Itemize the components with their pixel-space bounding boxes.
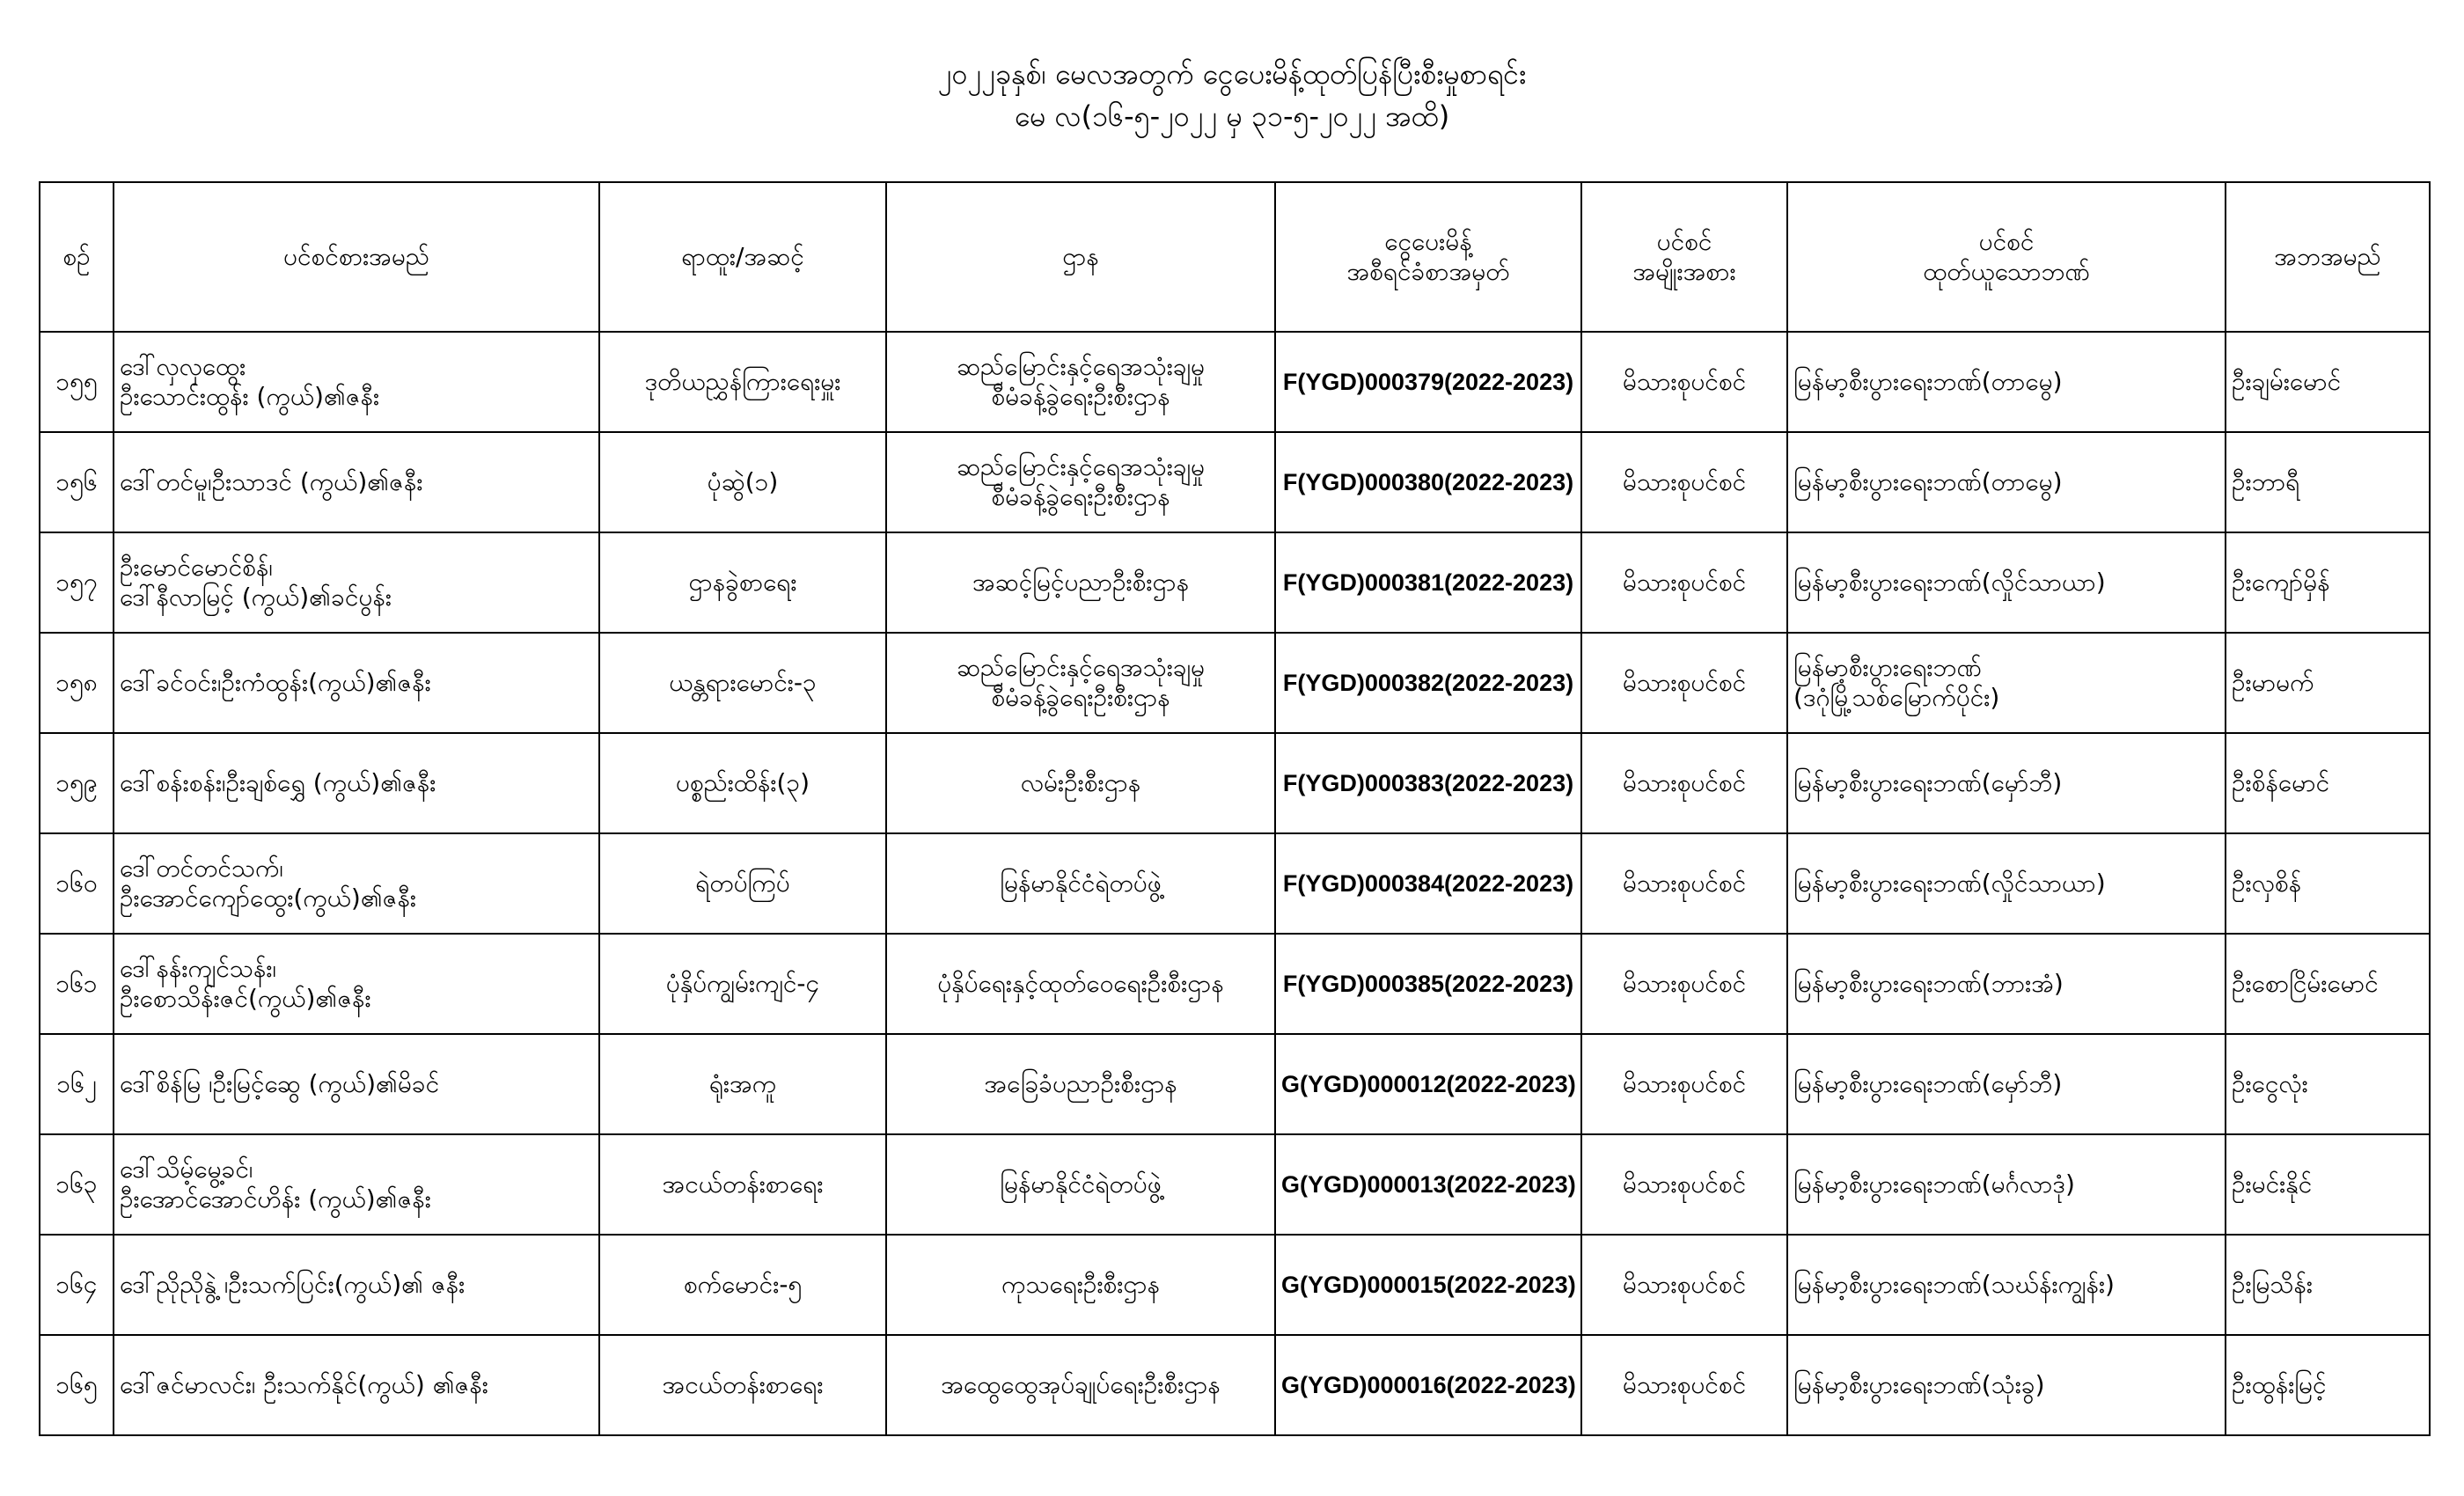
- cell-pensioner-name-text: ဒေါ်ညိုညိုနွဲ့ ၊ဦးသက်ပြင်း(ကွယ်)၏ ဇနီး: [120, 1270, 466, 1299]
- cell-pension-type: [1581, 934, 1787, 1034]
- cell-department: [886, 432, 1275, 532]
- cell-pensioner-name-text: ဦးမောင်မောင်စိန်၊: [120, 553, 273, 582]
- cell-no: [40, 432, 114, 532]
- header-bank: ပင်စင် ထုတ်ယူသောဘဏ်: [1787, 182, 2226, 332]
- cell-payment-order: [1275, 1034, 1581, 1134]
- cell-bank: [1787, 1335, 2226, 1435]
- header-rank: ရာထူး/အဆင့်: [599, 182, 886, 332]
- cell-pensioner-name: [114, 833, 599, 934]
- cell-bank-text: (ဒဂုံမြို့သစ်မြောက်ပိုင်း): [1793, 683, 2000, 712]
- cell-pension-type: [1581, 532, 1787, 633]
- cell-father-name-text: ဦးလှစိန်: [2232, 869, 2302, 898]
- cell-bank-text: မြန်မာ့စီးပွားရေးဘဏ်(တာမွေ): [1793, 367, 2063, 396]
- cell-father-name-text: ဦးစောငြိမ်းမောင်: [2232, 969, 2379, 998]
- cell-pension-type: [1581, 1235, 1787, 1335]
- cell-pensioner-name-text: ဦးသောင်းထွန်း (ကွယ်)၏ဇနီး: [120, 382, 380, 411]
- cell-pension-type: [1581, 733, 1787, 833]
- cell-no-text: ၁၆၀: [55, 869, 98, 898]
- cell-no: [40, 532, 114, 633]
- table-row: [40, 833, 2430, 934]
- header-row: [40, 182, 2430, 332]
- cell-rank: [599, 532, 886, 633]
- cell-father-name-text: ဦးငွေလုံး: [2232, 1069, 2308, 1098]
- cell-payment-order-text: G(YGD)000013(2022-2023): [1281, 1171, 1576, 1198]
- cell-department-text: စီမံခန့်ခွဲရေးဦးစီးဌာန: [991, 482, 1170, 511]
- cell-payment-order: [1275, 633, 1581, 733]
- cell-pension-type: [1581, 633, 1787, 733]
- cell-father-name-text: ဦးမာမက်: [2232, 668, 2314, 697]
- cell-no: [40, 1335, 114, 1435]
- cell-department: [886, 1134, 1275, 1235]
- cell-department-text: ဆည်မြောင်းနှင့်ရေအသုံးချမှု: [956, 653, 1206, 682]
- cell-bank-text: မြန်မာ့စီးပွားရေးဘဏ်(မှော်ဘီ): [1793, 1069, 2063, 1098]
- cell-father-name-text: ဦးချမ်းမောင်: [2232, 367, 2342, 396]
- header-payment-order: ငွေပေးမိန့် အစီရင်ခံစာအမှတ်: [1275, 182, 1581, 332]
- cell-payment-order-text: F(YGD)000379(2022-2023): [1282, 369, 1574, 395]
- document-subtitle: မေ လ(၁၆-၅-၂၀၂၂ မှ ၃၁-၅-၂၀၂၂ အထိ): [1014, 99, 1450, 133]
- cell-bank: [1787, 332, 2226, 432]
- cell-payment-order-text: G(YGD)000015(2022-2023): [1281, 1272, 1576, 1298]
- cell-rank: [599, 1335, 886, 1435]
- cell-pension-type-text: မိသားစုပင်စင်: [1622, 467, 1747, 496]
- cell-father-name: [2226, 934, 2430, 1034]
- cell-father-name: [2226, 633, 2430, 733]
- cell-father-name-text: ဦးထွန်းမြင့်: [2232, 1370, 2327, 1399]
- cell-pension-type: [1581, 833, 1787, 934]
- table-row: [40, 733, 2430, 833]
- table-row: [40, 1034, 2430, 1134]
- cell-pension-type-text: မိသားစုပင်စင်: [1622, 568, 1747, 597]
- cell-pension-type-text: မိသားစုပင်စင်: [1622, 1170, 1747, 1199]
- cell-rank-text: ယန္တရားမောင်း-၃: [669, 668, 817, 697]
- cell-father-name: [2226, 1134, 2430, 1235]
- cell-pensioner-name: [114, 1335, 599, 1435]
- cell-payment-order: [1275, 532, 1581, 633]
- cell-no: [40, 733, 114, 833]
- cell-pensioner-name-text: ဒေါ်သိမ့်မွေ့ခင်၊: [120, 1155, 253, 1184]
- table-row: [40, 934, 2430, 1034]
- table-row: [40, 532, 2430, 633]
- cell-bank: [1787, 733, 2226, 833]
- cell-payment-order: [1275, 1134, 1581, 1235]
- cell-pensioner-name-text: ဒေါ်စန်းစန်း၊ဦးချစ်ရွှေ (ကွယ်)၏ဇနီး: [120, 768, 436, 797]
- cell-payment-order-text: F(YGD)000380(2022-2023): [1282, 469, 1574, 495]
- cell-department-text: ဆည်မြောင်းနှင့်ရေအသုံးချမှု: [956, 352, 1206, 381]
- cell-department-text: စီမံခန့်ခွဲရေးဦးစီးဌာန: [991, 382, 1170, 411]
- cell-department-text: ကုသရေးဦးစီးဌာန: [1001, 1270, 1160, 1299]
- cell-pension-type: [1581, 332, 1787, 432]
- cell-rank: [599, 1235, 886, 1335]
- table-row: [40, 1235, 2430, 1335]
- cell-payment-order: [1275, 733, 1581, 833]
- cell-no-text: ၁၆၄: [55, 1270, 98, 1299]
- cell-payment-order: [1275, 432, 1581, 532]
- cell-no-text: ၁၅၅: [55, 367, 98, 396]
- cell-father-name-text: ဦးဘာရီ: [2232, 467, 2300, 496]
- cell-pensioner-name-text: ဒေါ်တင်မူ၊ဦးသာဒင် (ကွယ်)၏ဇနီး: [120, 467, 423, 496]
- cell-father-name: [2226, 833, 2430, 934]
- cell-department: [886, 1235, 1275, 1335]
- cell-rank-text: စက်မောင်း-၅: [683, 1270, 803, 1299]
- cell-rank-text: ပုံဆွဲ(၁): [707, 467, 779, 496]
- cell-rank: [599, 1034, 886, 1134]
- cell-no: [40, 332, 114, 432]
- cell-rank-text: ပစ္စည်းထိန်း(၃): [675, 768, 810, 797]
- cell-rank: [599, 332, 886, 432]
- cell-pension-type-text: မိသားစုပင်စင်: [1622, 768, 1747, 797]
- cell-department-text: မြန်မာနိုင်ငံရဲတပ်ဖွဲ့: [1000, 1170, 1162, 1199]
- cell-bank: [1787, 833, 2226, 934]
- cell-pension-type-text: မိသားစုပင်စင်: [1622, 1069, 1747, 1098]
- cell-bank-text: မြန်မာ့စီးပွားရေးဘဏ်(မှော်ဘီ): [1793, 768, 2063, 797]
- cell-department: [886, 1034, 1275, 1134]
- cell-no-text: ၁၆၃: [55, 1170, 98, 1199]
- cell-pensioner-name-text: ဦးအောင်ကျော်ထွေး(ကွယ်)၏ဇနီး: [120, 884, 417, 913]
- cell-payment-order-text: G(YGD)000012(2022-2023): [1281, 1071, 1576, 1097]
- cell-no-text: ၁၅၇: [55, 568, 98, 597]
- cell-rank-text: ဒုတိယညွှန်ကြားရေးမှူး: [644, 367, 841, 396]
- cell-pensioner-name-text: ဦးအောင်အောင်ဟိန်း (ကွယ်)၏ဇနီး: [120, 1184, 431, 1214]
- cell-department: [886, 934, 1275, 1034]
- cell-rank-text: အငယ်တန်းစာရေး: [662, 1170, 824, 1199]
- cell-bank: [1787, 1134, 2226, 1235]
- cell-rank: [599, 432, 886, 532]
- cell-department: [886, 532, 1275, 633]
- cell-department: [886, 733, 1275, 833]
- cell-pensioner-name: [114, 1034, 599, 1134]
- cell-payment-order-text: F(YGD)000385(2022-2023): [1282, 971, 1574, 997]
- cell-no-text: ၁၆၂: [56, 1069, 97, 1098]
- cell-no: [40, 1034, 114, 1134]
- cell-no: [40, 1235, 114, 1335]
- cell-department-text: ပုံနှိပ်ရေးနှင့်ထုတ်ဝေရေးဦးစီးဌာန: [937, 969, 1224, 998]
- cell-pensioner-name: [114, 1134, 599, 1235]
- cell-pensioner-name-text: ဒေါ်စိန်မြ ၊ဦးမြင့်ဆွေ (ကွယ်)၏မိခင်: [120, 1069, 440, 1098]
- header-department: ဌာန: [886, 182, 1275, 332]
- document-titles: [0, 53, 2464, 137]
- cell-pensioner-name-text: ဦးစောသိန်းဇင်(ကွယ်)၏ဇနီး: [120, 984, 371, 1013]
- table-row: [40, 432, 2430, 532]
- cell-no-text: ၁၆၅: [55, 1370, 98, 1399]
- cell-pensioner-name: [114, 1235, 599, 1335]
- cell-pensioner-name-text: ဒေါ်တင်တင်သက်၊: [120, 854, 283, 883]
- cell-pension-type: [1581, 1335, 1787, 1435]
- cell-pension-type: [1581, 1034, 1787, 1134]
- cell-no-text: ၁၆၁: [55, 969, 98, 998]
- cell-pensioner-name-text: ဒေါ်နန်းကျင်သန်း၊: [120, 954, 276, 983]
- cell-bank: [1787, 532, 2226, 633]
- cell-department-text: လမ်းဦးစီးဌာန: [1020, 768, 1141, 797]
- cell-pensioner-name: [114, 733, 599, 833]
- cell-pensioner-name-text: ဒေါ်နီလာမြင့် (ကွယ်)၏ခင်ပွန်း: [120, 583, 392, 612]
- cell-father-name-text: ဦးမြသိန်း: [2232, 1270, 2314, 1299]
- table-row: [40, 332, 2430, 432]
- cell-rank-text: ရုံးအကူ: [708, 1069, 777, 1098]
- cell-payment-order: [1275, 833, 1581, 934]
- cell-pensioner-name: [114, 532, 599, 633]
- cell-department-text: ဆည်မြောင်းနှင့်ရေအသုံးချမှု: [956, 452, 1206, 481]
- cell-no: [40, 1134, 114, 1235]
- cell-father-name-text: ဦးစိန်မောင်: [2232, 768, 2330, 797]
- cell-pension-type-text: မိသားစုပင်စင်: [1622, 367, 1747, 396]
- cell-payment-order: [1275, 332, 1581, 432]
- cell-department: [886, 1335, 1275, 1435]
- table-row: [40, 633, 2430, 733]
- cell-no: [40, 633, 114, 733]
- cell-bank: [1787, 1235, 2226, 1335]
- cell-bank-text: မြန်မာ့စီးပွားရေးဘဏ်: [1793, 653, 1982, 682]
- header-pensioner-name: ပင်စင်စားအမည်: [114, 182, 599, 332]
- cell-father-name-text: ဦးကျော်မှိန်: [2232, 568, 2330, 597]
- cell-bank-text: မြန်မာ့စီးပွားရေးဘဏ်(တာမွေ): [1793, 467, 2063, 496]
- cell-father-name: [2226, 532, 2430, 633]
- header-no: စဉ်: [40, 182, 114, 332]
- cell-pensioner-name-text: ဒေါ်လှလှထွေး: [120, 352, 246, 381]
- cell-department: [886, 332, 1275, 432]
- cell-rank: [599, 633, 886, 733]
- cell-payment-order-text: F(YGD)000382(2022-2023): [1282, 670, 1574, 696]
- cell-pension-type-text: မိသားစုပင်စင်: [1622, 1270, 1747, 1299]
- cell-no: [40, 934, 114, 1034]
- cell-department-text: အခြေခံပညာဦးစီးဌာန: [984, 1069, 1177, 1098]
- header-pension-type: ပင်စင် အမျိုးအစား: [1581, 182, 1787, 332]
- cell-bank-text: မြန်မာ့စီးပွားရေးဘဏ်(သုံးခွ): [1793, 1370, 2045, 1399]
- cell-father-name: [2226, 332, 2430, 432]
- cell-pension-type-text: မိသားစုပင်စင်: [1622, 1370, 1747, 1399]
- cell-rank: [599, 934, 886, 1034]
- cell-department-text: အထွေထွေအုပ်ချုပ်ရေးဦးစီးဌာန: [941, 1370, 1221, 1399]
- cell-bank-text: မြန်မာ့စီးပွားရေးဘဏ်(လှိုင်သာယာ): [1793, 869, 2106, 898]
- cell-rank: [599, 1134, 886, 1235]
- cell-pension-type-text: မိသားစုပင်စင်: [1622, 668, 1747, 697]
- document-title: ၂၀၂၂ခုနှစ်၊ မေလအတွက် ငွေပေးမိန့်ထုတ်ပြန်ပြီးစီးမှုစာရင်း: [937, 57, 1527, 91]
- cell-pension-type-text: မိသားစုပင်စင်: [1622, 969, 1747, 998]
- cell-pension-type-text: မိသားစုပင်စင်: [1622, 869, 1747, 898]
- cell-bank: [1787, 633, 2226, 733]
- cell-no-text: ၁၅၈: [55, 668, 98, 697]
- cell-rank-text: ပုံနှိပ်ကျွမ်းကျင်-၄: [665, 969, 820, 998]
- cell-pension-type: [1581, 1134, 1787, 1235]
- cell-department: [886, 833, 1275, 934]
- cell-father-name: [2226, 1335, 2430, 1435]
- header-father-name: အဘအမည်: [2226, 182, 2430, 332]
- cell-no: [40, 833, 114, 934]
- cell-department-text: မြန်မာနိုင်ငံရဲတပ်ဖွဲ့: [1000, 869, 1162, 898]
- cell-rank-text: ဌာနခွဲစာရေး: [688, 568, 797, 597]
- cell-pensioner-name: [114, 934, 599, 1034]
- cell-payment-order-text: F(YGD)000381(2022-2023): [1282, 569, 1574, 596]
- cell-payment-order: [1275, 1335, 1581, 1435]
- cell-rank-text: အငယ်တန်းစာရေး: [662, 1370, 824, 1399]
- cell-pensioner-name-text: ဒေါ်ဇင်မာလင်း၊ ဦးသက်နိုင်(ကွယ်) ၏ဇနီး: [120, 1370, 488, 1399]
- cell-department-text: အဆင့်မြင့်ပညာဦးစီးဌာန: [972, 568, 1190, 597]
- cell-payment-order-text: F(YGD)000383(2022-2023): [1282, 770, 1574, 796]
- cell-father-name: [2226, 1034, 2430, 1134]
- cell-bank-text: မြန်မာ့စီးပွားရေးဘဏ်(လှိုင်သာယာ): [1793, 568, 2106, 597]
- cell-no-text: ၁၅၆: [55, 467, 98, 496]
- cell-department: [886, 633, 1275, 733]
- cell-bank-text: မြန်မာ့စီးပွားရေးဘဏ်(သဃ်န်းကျွန်း): [1793, 1270, 2115, 1299]
- cell-department-text: စီမံခန့်ခွဲရေးဦးစီးဌာန: [991, 683, 1170, 712]
- cell-pensioner-name: [114, 332, 599, 432]
- cell-rank: [599, 733, 886, 833]
- cell-bank: [1787, 1034, 2226, 1134]
- cell-rank: [599, 833, 886, 934]
- cell-payment-order: [1275, 1235, 1581, 1335]
- cell-father-name-text: ဦးမင်းနိုင်: [2232, 1170, 2313, 1199]
- pension-register-table: [39, 181, 2431, 1436]
- cell-pension-type: [1581, 432, 1787, 532]
- cell-pensioner-name-text: ဒေါ်ခင်ဝင်း၊ဦးကံထွန်း(ကွယ်)၏ဇနီး: [120, 668, 431, 697]
- cell-pensioner-name: [114, 633, 599, 733]
- cell-bank: [1787, 432, 2226, 532]
- cell-rank-text: ရဲတပ်ကြပ်: [695, 869, 790, 898]
- cell-no-text: ၁၅၉: [55, 768, 98, 797]
- cell-payment-order-text: G(YGD)000016(2022-2023): [1281, 1372, 1576, 1398]
- cell-payment-order: [1275, 934, 1581, 1034]
- table-row: [40, 1134, 2430, 1235]
- table-row: [40, 1335, 2430, 1435]
- cell-pensioner-name: [114, 432, 599, 532]
- cell-payment-order-text: F(YGD)000384(2022-2023): [1282, 870, 1574, 897]
- cell-father-name: [2226, 733, 2430, 833]
- cell-bank: [1787, 934, 2226, 1034]
- cell-father-name: [2226, 1235, 2430, 1335]
- cell-bank-text: မြန်မာ့စီးပွားရေးဘဏ်(မင်္ဂလာဒုံ): [1793, 1170, 2075, 1199]
- cell-father-name: [2226, 432, 2430, 532]
- cell-bank-text: မြန်မာ့စီးပွားရေးဘဏ်(ဘားအံ): [1793, 969, 2064, 998]
